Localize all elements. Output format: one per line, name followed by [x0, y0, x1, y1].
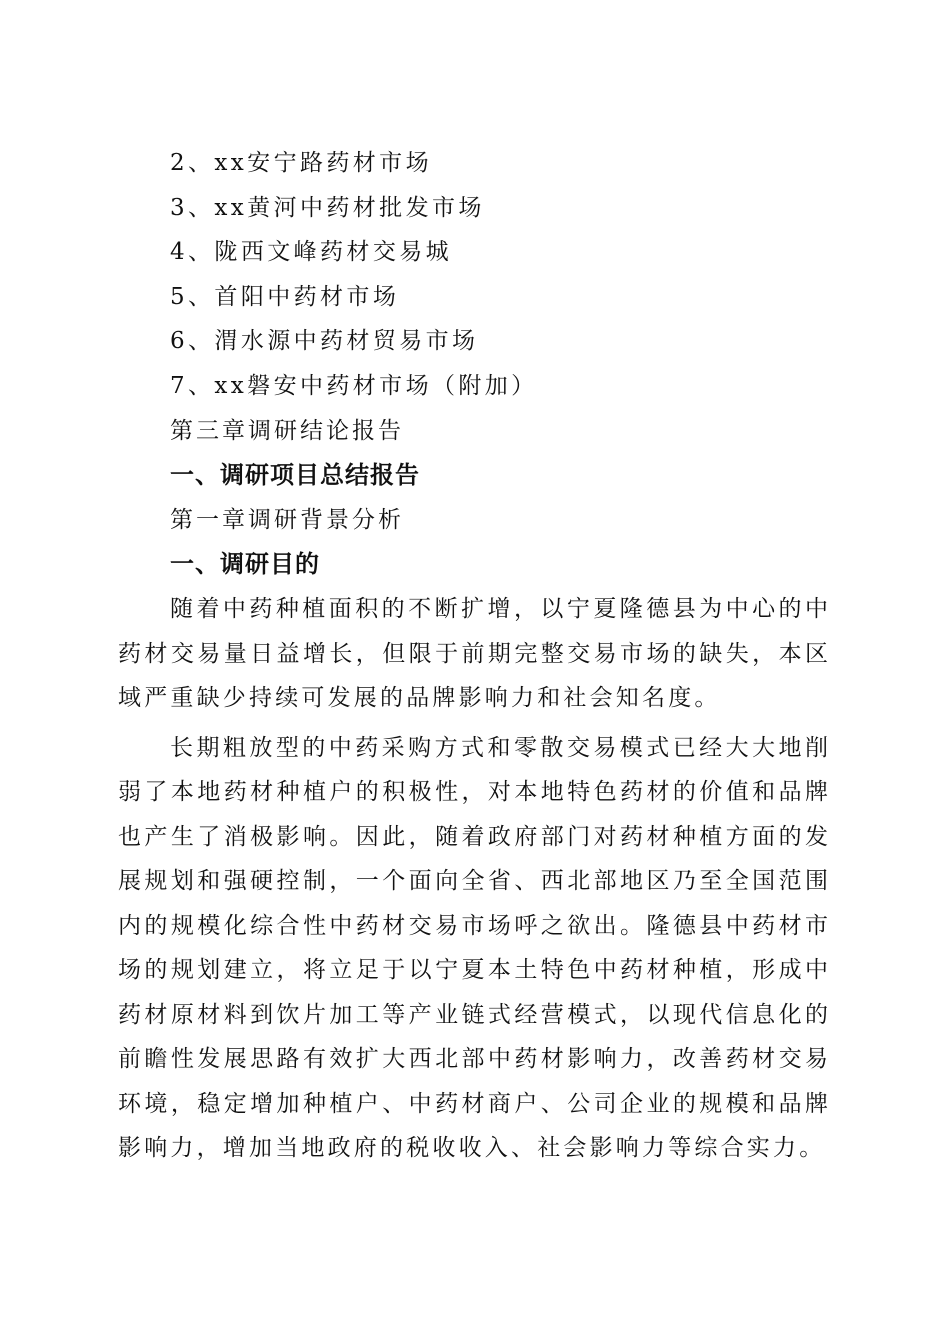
paragraph2-line-2: 弱了本地药材种植户的积极性，对本地特色药材的价值和品牌 [118, 779, 828, 805]
paragraph1-line-2: 药材交易量日益增长，但限于前期完整交易市场的缺失，本区 [118, 641, 828, 667]
paragraph2-line-8: 前瞻性发展思路有效扩大西北部中药材影响力，改善药材交易 [118, 1046, 828, 1072]
list-item-market-6: 6、渭水源中药材贸易市场 [170, 328, 479, 354]
paragraph1-line-3: 域严重缺少持续可发展的品牌影响力和社会知名度。 [118, 685, 721, 711]
list-item-market-4: 4、陇西文峰药材交易城 [170, 239, 453, 265]
list-item-market-5: 5、首阳中药材市场 [170, 284, 400, 310]
section-summary-heading: 一、调研项目总结报告 [170, 461, 420, 489]
list-item-market-2: 2、xx安宁路药材市场 [170, 150, 432, 176]
section-purpose-heading: 一、调研目的 [170, 550, 320, 578]
paragraph2-line-3: 也产生了消极影响。因此，随着政府部门对药材种植方面的发 [118, 824, 828, 850]
paragraph2-line-6: 场的规划建立，将立足于以宁夏本土特色中药材种植，形成中 [118, 957, 828, 983]
list-item-market-7: 7、xx磐安中药材市场（附加） [170, 373, 538, 399]
chapter3-title: 第三章调研结论报告 [170, 418, 404, 444]
paragraph2-line-9: 环境，稳定增加种植户、中药材商户、公司企业的规模和品牌 [118, 1091, 828, 1117]
paragraph2-line-10: 影响力，增加当地政府的税收收入、社会影响力等综合实力。 [118, 1135, 826, 1161]
paragraph2-line-7: 药材原材料到饮片加工等产业链式经营模式，以现代信息化的 [118, 1002, 828, 1028]
paragraph2-line-4: 展规划和强硬控制，一个面向全省、西北部地区乃至全国范围 [118, 868, 828, 894]
chapter1-title: 第一章调研背景分析 [170, 507, 404, 533]
paragraph2-line-5: 内的规模化综合性中药材交易市场呼之欲出。隆德县中药材市 [118, 913, 828, 939]
paragraph1-line-1: 随着中药种植面积的不断扩增，以宁夏隆德县为中心的中 [170, 596, 828, 622]
paragraph2-line-1: 长期粗放型的中药采购方式和零散交易模式已经大大地削 [170, 735, 828, 761]
list-item-market-3: 3、xx黄河中药材批发市场 [170, 195, 485, 221]
